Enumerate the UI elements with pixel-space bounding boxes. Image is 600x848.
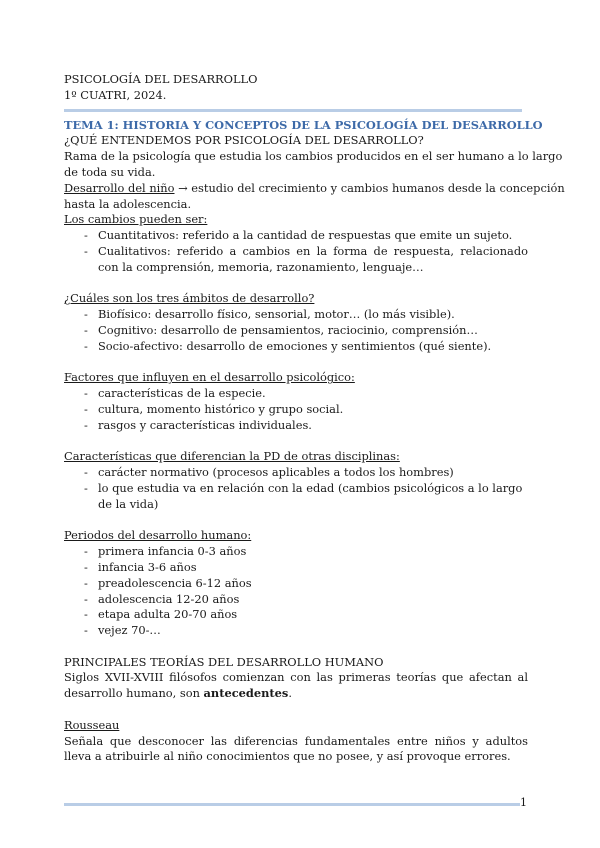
list-item: - vejez 70-…: [84, 623, 161, 638]
list-item: - adolescencia 12-20 años: [84, 591, 240, 606]
list-item: - Cuantitativos: referido a la cantidad de respuestas que emite un sujeto.: [84, 228, 513, 243]
list-item: - carácter normativo (procesos aplicables a todos los hombres): [84, 465, 454, 480]
list-item-text: carácter normativo (procesos aplicables a todos los hombres): [98, 465, 454, 480]
list-item-text: adolescencia 12-20 años: [98, 591, 240, 606]
list-item-text: rasgos y características individuales.: [98, 417, 312, 432]
factores-list: [64, 386, 528, 433]
list-item-text: Cuantitativos: referido a la cantidad de respuestas que emite un sujeto.: [98, 228, 513, 243]
desarrollo-line-1: [64, 180, 565, 197]
teorias-text: Siglos XVII-XVIII filósofos comienzan con las primeras teorías que afectan al desarrollo humano, son: [64, 670, 528, 701]
teorias-end: .: [288, 686, 292, 701]
list-item-text: Socio-afectivo: desarrollo de emociones y sentimientos (qué siente).: [98, 338, 492, 353]
list-item: - cultura, momento histórico y grupo social.: [84, 401, 344, 416]
caracteristicas-list: [64, 465, 528, 512]
list-item-text: preadolescencia 6-12 años: [98, 575, 252, 590]
list-item-text: primera infancia 0-3 años: [98, 544, 247, 559]
list-item-text: Cualitativos: referido a cambios en la forma de respuesta, relacionado con la comprensión, memoria, razonamiento, lenguaje…: [98, 243, 528, 274]
factores-heading: Factores que influyen en el desarrollo psicológico:: [64, 370, 355, 385]
list-item-text: etapa adulta 20-70 años: [98, 607, 238, 622]
rousseau-paragraph: Señala que desconocer las diferencias fundamentales entre niños y adultos lleva a atribuirle al niño conocimientos que no posee, y así provoque errores.: [64, 733, 528, 764]
list-item-text: vejez 70-…: [98, 623, 161, 638]
definition-line-1: Rama de la psicología que estudia los cambios producidos en el ser humano a lo largo: [64, 149, 563, 164]
list-item-text: características de la especie.: [98, 386, 266, 401]
list-item-text: infancia 3-6 años: [98, 559, 197, 574]
teorias-paragraph: [64, 670, 528, 702]
list-item: - Socio-afectivo: desarrollo de emociones y sentimientos (qué siente).: [84, 338, 492, 353]
list-item: - rasgos y características individuales.: [84, 417, 312, 432]
list-item: - Biofísico: desarrollo físico, sensorial, motor… (lo más visible).: [84, 307, 455, 322]
header-rule: [64, 109, 522, 112]
footer-rule: [64, 803, 520, 806]
definition-line-2: de toda su vida.: [64, 164, 156, 179]
list-item: - primera infancia 0-3 años: [84, 544, 247, 559]
list-item-text: Cognitivo: desarrollo de pensamientos, raciocinio, comprensión…: [98, 322, 478, 337]
desarrollo-label: Desarrollo del niño: [64, 180, 175, 195]
teorias-bold: antecedentes: [203, 686, 289, 701]
document-subtitle: 1º CUATRI, 2024.: [64, 87, 167, 102]
list-item: - Cognitivo: desarrollo de pensamientos, raciocinio, comprensión…: [84, 322, 478, 337]
caracteristicas-heading: Características que diferencian la PD de otras disciplinas:: [64, 449, 400, 464]
tema-heading: TEMA 1: HISTORIA Y CONCEPTOS DE LA PSICOLOGÍA DEL DESARROLLO: [64, 117, 543, 132]
list-item: - infancia 3-6 años: [84, 559, 197, 574]
page-number: 1: [520, 796, 527, 809]
document-title: PSICOLOGÍA DEL DESARROLLO: [64, 72, 258, 86]
list-item: - Cualitativos: referido a cambios en la forma de respuesta, relacionado con la comprensión, memoria, razonamiento, lenguaje…: [84, 243, 528, 274]
list-item-text: Biofísico: desarrollo físico, sensorial, motor… (lo más visible).: [98, 307, 455, 322]
list-item-text: lo que estudia va en relación con la edad (cambios psicológicos a lo largo de la vida): [98, 480, 523, 511]
document-page: [64, 72, 565, 765]
ambitos-heading: ¿Cuáles son los tres ámbitos de desarrollo?: [64, 291, 315, 306]
question-heading: ¿QUÉ ENTENDEMOS POR PSICOLOGÍA DEL DESARROLLO?: [64, 133, 424, 148]
teorias-heading: PRINCIPALES TEORÍAS DEL DESARROLLO HUMANO: [64, 654, 384, 669]
list-item: - lo que estudia va en relación con la edad (cambios psicológicos a lo largo de la vida): [64, 481, 528, 513]
rousseau-heading: Rousseau: [64, 717, 120, 732]
desarrollo-text: → estudio del crecimiento y cambios humanos desde la concepción: [174, 180, 565, 195]
list-item-text: cultura, momento histórico y grupo social.: [98, 401, 344, 416]
desarrollo-line-2: hasta la adolescencia.: [64, 196, 192, 211]
periodos-heading: Periodos del desarrollo humano:: [64, 528, 252, 543]
periodos-list: [64, 544, 528, 639]
list-item: - etapa adulta 20-70 años: [84, 607, 238, 622]
cambios-heading: Los cambios pueden ser:: [64, 212, 208, 227]
list-item: - preadolescencia 6-12 años: [84, 575, 252, 590]
ambitos-list: [64, 307, 528, 354]
cambios-list: [64, 228, 528, 275]
list-item: - características de la especie.: [84, 386, 266, 401]
